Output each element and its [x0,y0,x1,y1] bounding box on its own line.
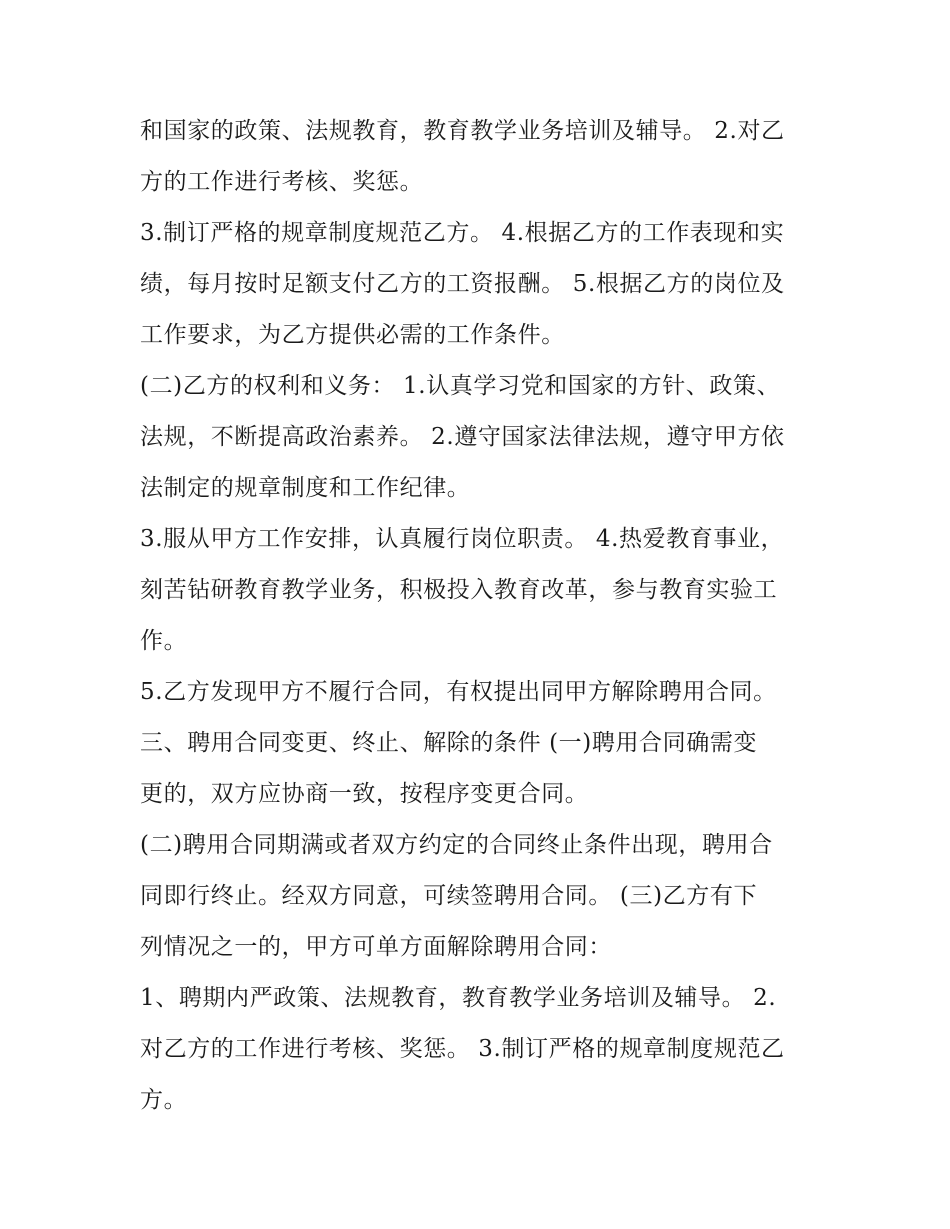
text-line: 方的工作进行考核、奖惩。 [140,169,424,195]
paragraph-party-a-duties-continued [140,106,820,208]
text-line: 方。 [140,1087,188,1113]
text-line: 更的，双方应协商一致，按程序变更合同。 [140,781,589,807]
text-line: 法制定的规章制度和工作纪律。 [140,475,471,501]
text-line: 3.服从甲方工作安排，认真履行岗位职责。 4.热爱教育事业， [140,526,785,552]
text-line: 工作要求，为乙方提供必需的工作条件。 [140,322,565,348]
text-line: 1、聘期内严政策、法规教育，教育教学业务培训及辅导。 2. [140,985,777,1011]
text-line: 同即行终止。经双方同意，可续签聘用合同。 (三)乙方有下 [140,883,758,909]
text-line: 5.乙方发现甲方不履行合同，有权提出同甲方解除聘用合同。 [140,679,777,705]
paragraph-party-b-duty-5 [140,667,820,718]
document-body [140,106,820,1126]
text-line: 绩，每月按时足额支付乙方的工资报酬。 5.根据乙方的岗位及 [140,271,785,297]
text-line: 三、聘用合同变更、终止、解除的条件 (一)聘用合同确需变 [140,730,758,756]
text-line: 3.制订严格的规章制度规范乙方。 4.根据乙方的工作表现和实 [140,220,785,246]
text-line: (二)乙方的权利和义务： 1.认真学习党和国家的方针、政策、 [140,373,781,399]
text-line: 列情况之一的，甲方可单方面解除聘用合同： [140,934,612,960]
text-line: 作。 [140,628,188,654]
text-line: 和国家的政策、法规教育，教育教学业务培训及辅导。 2.对乙 [140,118,785,144]
paragraph-party-b-duties-3-4 [140,514,820,667]
text-line: 法规，不断提高政治素养。 2.遵守国家法律法规，遵守甲方依 [140,424,785,450]
paragraph-item-1 [140,973,820,1126]
paragraph-party-b-rights [140,361,820,514]
paragraph-contract-termination [140,820,820,973]
paragraph-party-a-duties-3-5 [140,208,820,361]
paragraph-section-three-heading [140,718,820,820]
text-line: 刻苦钻研教育教学业务，积极投入教育改革，参与教育实验工 [140,577,778,603]
text-line: 对乙方的工作进行考核、奖惩。 3.制订严格的规章制度规范乙 [140,1036,785,1062]
text-line: (二)聘用合同期满或者双方约定的合同终止条件出现，聘用合 [140,832,773,858]
